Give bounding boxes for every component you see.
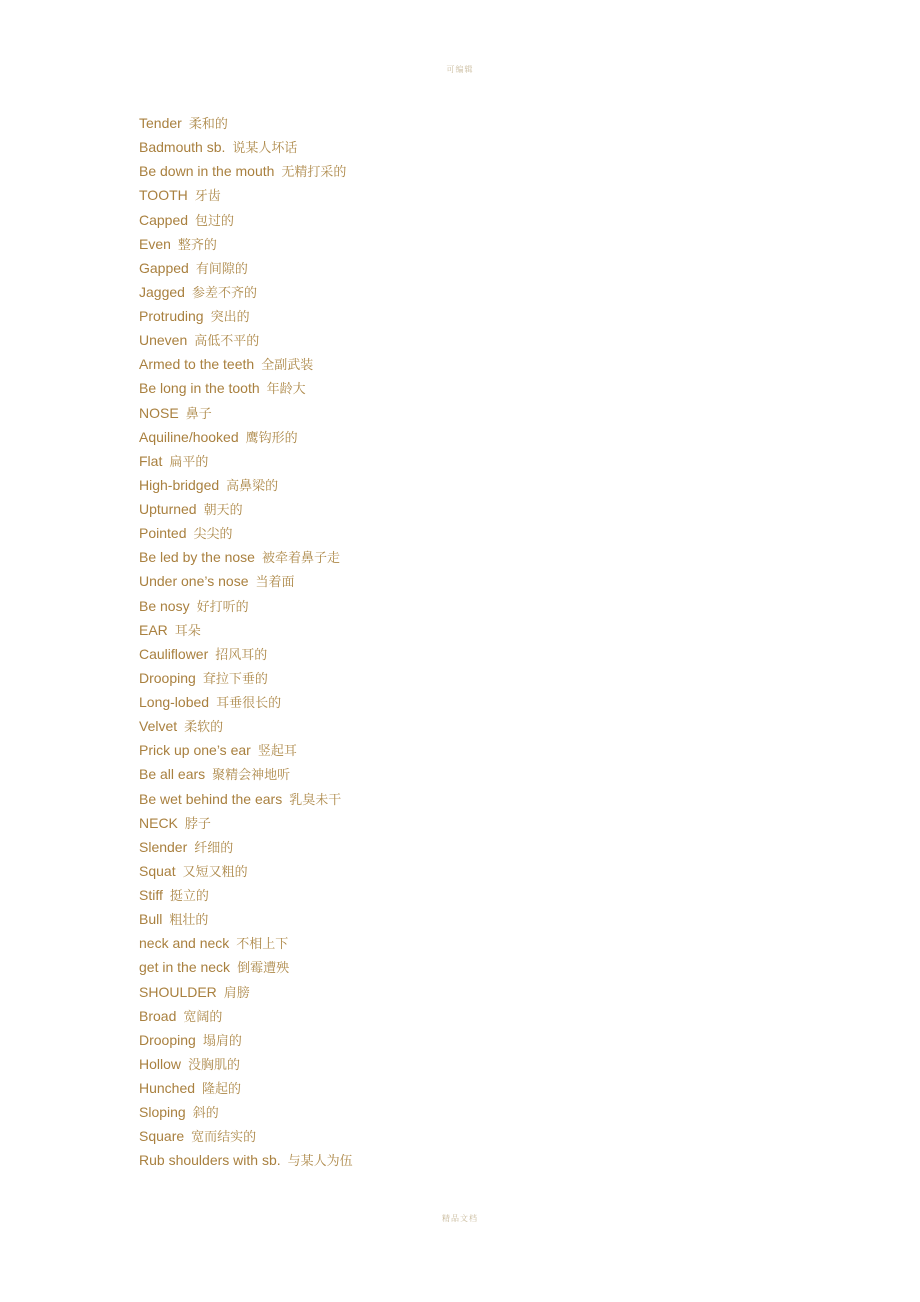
entry-term: Be nosy	[139, 597, 190, 614]
entry-gloss: 斜的	[192, 1106, 219, 1122]
entry-gloss: 当着面	[255, 575, 295, 591]
list-item	[139, 666, 353, 690]
list-item	[139, 835, 353, 859]
entry-gloss: 高低不平的	[194, 334, 260, 350]
entry-term: Badmouth sb.	[139, 139, 226, 156]
entry-term: Sloping	[139, 1104, 186, 1121]
entry-gloss: 倒霉遭殃	[237, 961, 290, 977]
entry-term: Cauliflower	[139, 645, 209, 662]
list-item	[139, 304, 353, 328]
page-header: 可编辑	[446, 65, 474, 74]
entry-gloss: 鼻子	[185, 406, 212, 422]
list-item	[139, 883, 353, 907]
list-item	[139, 1028, 353, 1052]
entry-term: Capped	[139, 211, 189, 228]
entry-term: Tender	[139, 115, 182, 131]
list-item	[139, 811, 353, 835]
list-item	[139, 111, 353, 135]
entry-gloss: 尖尖的	[193, 527, 233, 543]
entry-term: Stiff	[139, 887, 163, 903]
list-item	[139, 955, 353, 979]
list-item	[139, 859, 353, 883]
list-item	[139, 738, 353, 762]
list-item	[139, 376, 353, 400]
page-footer: 精品文档	[442, 1214, 478, 1223]
entry-gloss: 好打听的	[196, 599, 249, 615]
entry-term: Square	[139, 1128, 185, 1145]
entry-term: Be long in the tooth	[139, 380, 260, 397]
entry-gloss: 耳垂很长的	[216, 696, 282, 711]
entry-gloss: 牙齿	[194, 189, 221, 205]
entry-term: Pointed	[139, 525, 187, 542]
list-item	[139, 1148, 353, 1172]
list-item	[139, 232, 353, 256]
entry-gloss: 隆起的	[202, 1082, 242, 1097]
entry-gloss: 乳臭未干	[289, 792, 342, 808]
list-item	[139, 256, 353, 280]
list-item	[139, 328, 353, 352]
entry-gloss: 聚精会神地听	[212, 768, 291, 784]
list-item	[139, 449, 353, 473]
list-item	[139, 931, 353, 955]
entry-gloss: 鹰钩形的	[245, 430, 298, 446]
list-item	[139, 545, 353, 569]
list-item	[139, 425, 353, 449]
entry-gloss: 又短又粗的	[182, 864, 248, 880]
entry-term: Armed to the teeth	[139, 356, 255, 373]
list-item	[139, 401, 353, 425]
list-item	[139, 642, 353, 666]
entry-term: Drooping	[139, 669, 196, 686]
list-item	[139, 907, 353, 931]
entry-term: Be wet behind the ears	[139, 790, 283, 807]
entry-gloss: 招风耳的	[215, 647, 268, 663]
entry-term: Prick up one’s ear	[139, 742, 251, 759]
entry-term: NOSE	[139, 404, 179, 421]
list-item	[139, 787, 353, 811]
entry-gloss: 朝天的	[203, 503, 243, 518]
entry-gloss: 柔软的	[184, 720, 224, 736]
entry-gloss: 耷拉下垂的	[202, 671, 268, 687]
entry-term: Rub shoulders with sb.	[139, 1152, 281, 1169]
entry-gloss: 耳朵	[174, 623, 201, 639]
entry-gloss: 没胸肌的	[188, 1057, 241, 1073]
list-item	[139, 521, 353, 545]
entry-gloss: 与某人为伍	[287, 1154, 353, 1170]
entry-gloss: 扁平的	[169, 454, 209, 470]
entry-term: Bull	[139, 911, 163, 928]
entry-term: Uneven	[139, 332, 188, 349]
vocabulary-list	[139, 111, 353, 1173]
entry-gloss: 年龄大	[266, 382, 306, 398]
entry-term: SHOULDER	[139, 983, 217, 1000]
entry-gloss: 柔和的	[188, 117, 228, 132]
entry-gloss: 包过的	[195, 213, 235, 229]
entry-gloss: 不相上下	[236, 937, 289, 953]
list-item	[139, 1004, 353, 1028]
entry-gloss: 脖子	[184, 816, 211, 832]
entry-term: Jagged	[139, 283, 185, 300]
entry-gloss: 说某人坏话	[232, 141, 298, 157]
list-item	[139, 159, 353, 183]
entry-term: High-bridged	[139, 476, 220, 493]
list-item	[139, 714, 353, 738]
entry-term: Upturned	[139, 501, 197, 517]
entry-term: Hunched	[139, 1080, 196, 1096]
entry-term: Hollow	[139, 1055, 182, 1072]
entry-term: Drooping	[139, 1031, 196, 1048]
entry-gloss: 参差不齐的	[191, 285, 257, 301]
entry-term: Slender	[139, 838, 188, 855]
entry-gloss: 无精打采的	[281, 165, 347, 181]
list-item	[139, 618, 353, 642]
entry-term: Under one’s nose	[139, 573, 249, 590]
entry-term: TOOTH	[139, 187, 188, 204]
entry-term: Be down in the mouth	[139, 163, 275, 180]
entry-gloss: 整齐的	[177, 237, 217, 253]
list-item	[139, 497, 353, 521]
list-item	[139, 1124, 353, 1148]
list-item	[139, 1100, 353, 1124]
list-item	[139, 1076, 353, 1100]
entry-gloss: 肩膀	[223, 985, 250, 1001]
entry-gloss: 突出的	[210, 310, 250, 325]
entry-gloss: 被牵着鼻子走	[261, 551, 340, 567]
entry-gloss: 宽而结实的	[191, 1130, 257, 1146]
entry-term: Be led by the nose	[139, 549, 255, 566]
entry-gloss: 粗壮的	[169, 913, 209, 929]
entry-term: Be all ears	[139, 766, 206, 783]
entry-term: Even	[139, 235, 171, 252]
entry-gloss: 纤细的	[194, 840, 234, 856]
list-item	[139, 135, 353, 159]
entry-gloss: 塌肩的	[202, 1033, 242, 1049]
list-item	[139, 762, 353, 786]
list-item	[139, 569, 353, 593]
list-item	[139, 280, 353, 304]
list-item	[139, 980, 353, 1004]
list-item	[139, 183, 353, 207]
entry-gloss: 高鼻梁的	[226, 478, 279, 494]
entry-term: Squat	[139, 862, 176, 879]
list-item	[139, 594, 353, 618]
entry-gloss: 有间隙的	[195, 261, 248, 277]
entry-term: Broad	[139, 1007, 177, 1024]
entry-term: EAR	[139, 621, 168, 638]
list-item	[139, 208, 353, 232]
entry-gloss: 全副武装	[261, 358, 314, 374]
list-item	[139, 352, 353, 376]
entry-gloss: 宽阔的	[183, 1009, 223, 1025]
entry-term: Flat	[139, 452, 163, 469]
list-item	[139, 1052, 353, 1076]
list-item	[139, 690, 353, 714]
entry-term: Aquiline/hooked	[139, 428, 239, 445]
entry-term: Protruding	[139, 308, 204, 324]
entry-gloss: 挺立的	[169, 889, 209, 904]
entry-term: Long-lobed	[139, 694, 210, 710]
entry-term: Velvet	[139, 718, 178, 735]
entry-term: NECK	[139, 814, 178, 831]
entry-gloss: 竖起耳	[257, 744, 297, 760]
entry-term: get in the neck	[139, 959, 231, 976]
entry-term: neck and neck	[139, 935, 230, 952]
entry-term: Gapped	[139, 259, 189, 276]
list-item	[139, 473, 353, 497]
